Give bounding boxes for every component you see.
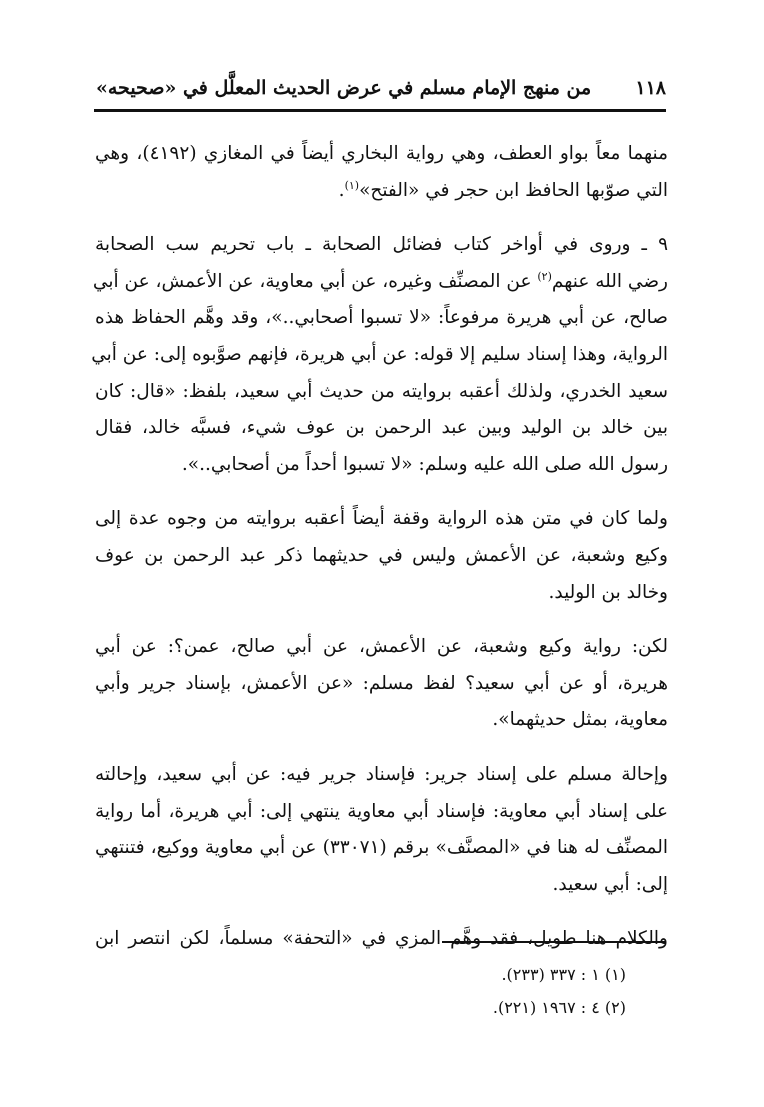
- text-fragment: التي صوّبها الحافظ ابن حجر في «الفتح»: [359, 179, 668, 201]
- text-line: وإحالة مسلم على إسناد جرير: فإسناد جرير فيه: عن أبي سعيد، وإحالته: [95, 763, 668, 785]
- text-line: هريرة، أو عن أبي سعيد؟ لفظ مسلم: «عن الأعمش، بإسناد جرير وأبي: [95, 672, 668, 694]
- text-line: [92, 264, 668, 301]
- paragraph-1: [95, 136, 668, 209]
- text-fragment: عن المصنِّف وغيره، عن أبي معاوية، عن الأعمش، عن أبي: [92, 270, 538, 292]
- page-header: [96, 70, 666, 106]
- text-line: سعيد الخدري، ولذلك أعقبه بروايته من حديث أبي سعيد، بلفظ: «قال: كان: [95, 380, 668, 402]
- text-line: بين خالد بن الوليد وبين عبد الرحمن بن عوف شيء، فسبَّه خالد، فقال: [95, 417, 668, 439]
- footnotes: [226, 958, 626, 1024]
- text-line: [95, 173, 668, 210]
- paragraph-6: [95, 921, 668, 958]
- text-line: لكن: رواية وكيع وشعبة، عن الأعمش، عن أبي صالح، عمن؟: عن أبي: [95, 636, 668, 658]
- footnote-rule: [442, 941, 666, 943]
- footnote-marker[interactable]: (١): [344, 178, 360, 192]
- paragraph-3: [95, 501, 668, 611]
- text-line: منهما معاً بواو العطف، وهي رواية البخاري أيضاً في المغازي (٤١٩٢)، وهي: [95, 143, 668, 164]
- page-number: ١١٨: [635, 77, 666, 99]
- text-line: إلى: أبي سعيد.: [552, 873, 668, 895]
- footnote-marker[interactable]: (٢): [537, 269, 552, 283]
- footnote-2: (٢) ٤ : ١٩٦٧ (٢٢١).: [492, 998, 626, 1017]
- text-line: ٩ ـ وروى في أواخر كتاب فضائل الصحابة ـ باب تحريم سب الصحابة: [95, 234, 668, 256]
- paragraph-5: [95, 757, 668, 903]
- text-line: معاوية، بمثل حديثهما».: [492, 709, 668, 731]
- text-line: وخالد بن الوليد.: [548, 581, 668, 603]
- text-fragment: .: [338, 179, 345, 201]
- paragraph-2: [91, 227, 668, 483]
- text-line: ولما كان في متن هذه الرواية وقفة أيضاً أعقبه بروايته من وجوه عدة إلى: [95, 508, 668, 530]
- text-line: رسول الله صلى الله عليه وسلم: «لا تسبوا أحداً من أصحابي..».: [181, 453, 668, 475]
- text-fragment: رضي الله عنهم: [551, 270, 668, 292]
- paragraph-4: [95, 629, 668, 739]
- running-title: من منهج الإمام مسلم في عرض الحديث المعلَّل في «صحيحه»: [96, 77, 592, 99]
- text-line: المصنِّف له هنا في «المصنَّف» برقم (٣٣٠٧١) عن أبي معاوية ووكيع، فتنتهي: [95, 837, 668, 859]
- text-line: على إسناد أبي معاوية: فإسناد أبي معاوية ينتهي إلى: أبي هريرة، أما رواية: [95, 800, 668, 822]
- text-line: صالح، عن أبي هريرة مرفوعاً: «لا تسبوا أصحابي..»، وقد وهَّم الحفاظ هذه: [95, 307, 668, 329]
- footnote-1: (١) ١ : ٣٣٧ (٢٣٣).: [501, 965, 626, 984]
- text-line: والكلام هنا طويل، فقد وهَّم المزي في «التحفة» مسلماً، لكن انتصر ابن: [95, 928, 668, 950]
- text-line: الرواية، وهذا إسناد سليم إلا قوله: عن أبي هريرة، فإنهم صوَّبوه إلى: عن أبي: [91, 343, 668, 365]
- main-text: [91, 136, 668, 976]
- text-line: وكيع وشعبة، عن الأعمش وليس في حديثهما ذكر عبد الرحمن بن عوف: [95, 544, 668, 566]
- header-rule: [94, 109, 666, 112]
